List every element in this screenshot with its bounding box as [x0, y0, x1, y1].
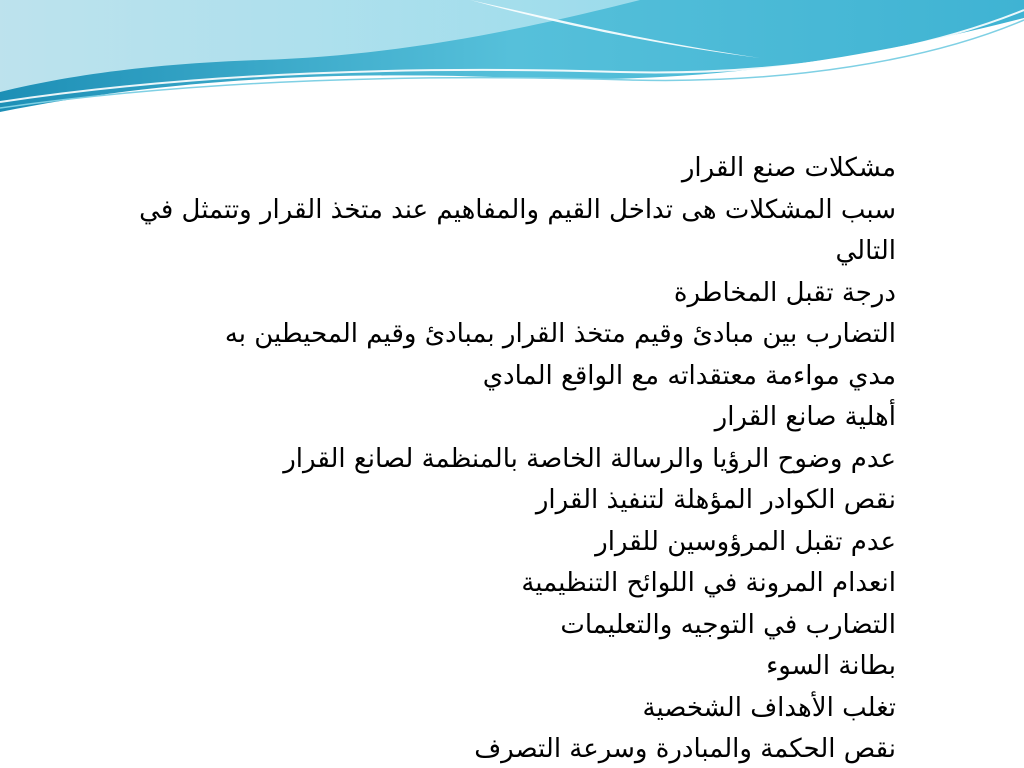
text-line: أهلية صانع القرار — [714, 402, 896, 432]
slide-body-text — [136, 148, 896, 768]
text-line: التضارب في التوجيه والتعليمات — [560, 609, 896, 640]
text-line: بطانة السوء — [766, 651, 896, 681]
text-line: التضارب بين مبادئ وقيم متخذ القرار بمبادئ وقيم المحيطين به — [224, 319, 896, 349]
text-line: سبب المشكلات هى تداخل القيم والمفاهيم عند متخذ القرار وتتمثل في التالي — [139, 194, 896, 266]
text-line: مدي مواءمة معتقداته مع الواقع المادي — [482, 360, 896, 391]
text-line: انعدام المرونة في اللوائح التنظيمية — [521, 568, 896, 598]
text-line: تغلب الأهداف الشخصية — [642, 692, 896, 723]
text-line: عدم تقبل المرؤوسين للقرار — [595, 526, 896, 557]
slide-title: مشكلات صنع القرار — [681, 153, 896, 183]
text-line: نقص الكوادر المؤهلة لتنفيذ القرار — [535, 485, 896, 515]
text-line: عدم وضوح الرؤيا والرسالة الخاصة بالمنظمة لصانع القرار — [283, 443, 896, 474]
text-line: نقص الحكمة والمبادرة وسرعة التصرف — [474, 734, 896, 764]
header-wave-decoration — [0, 0, 1024, 120]
text-line: درجة تقبل المخاطرة — [673, 277, 896, 308]
